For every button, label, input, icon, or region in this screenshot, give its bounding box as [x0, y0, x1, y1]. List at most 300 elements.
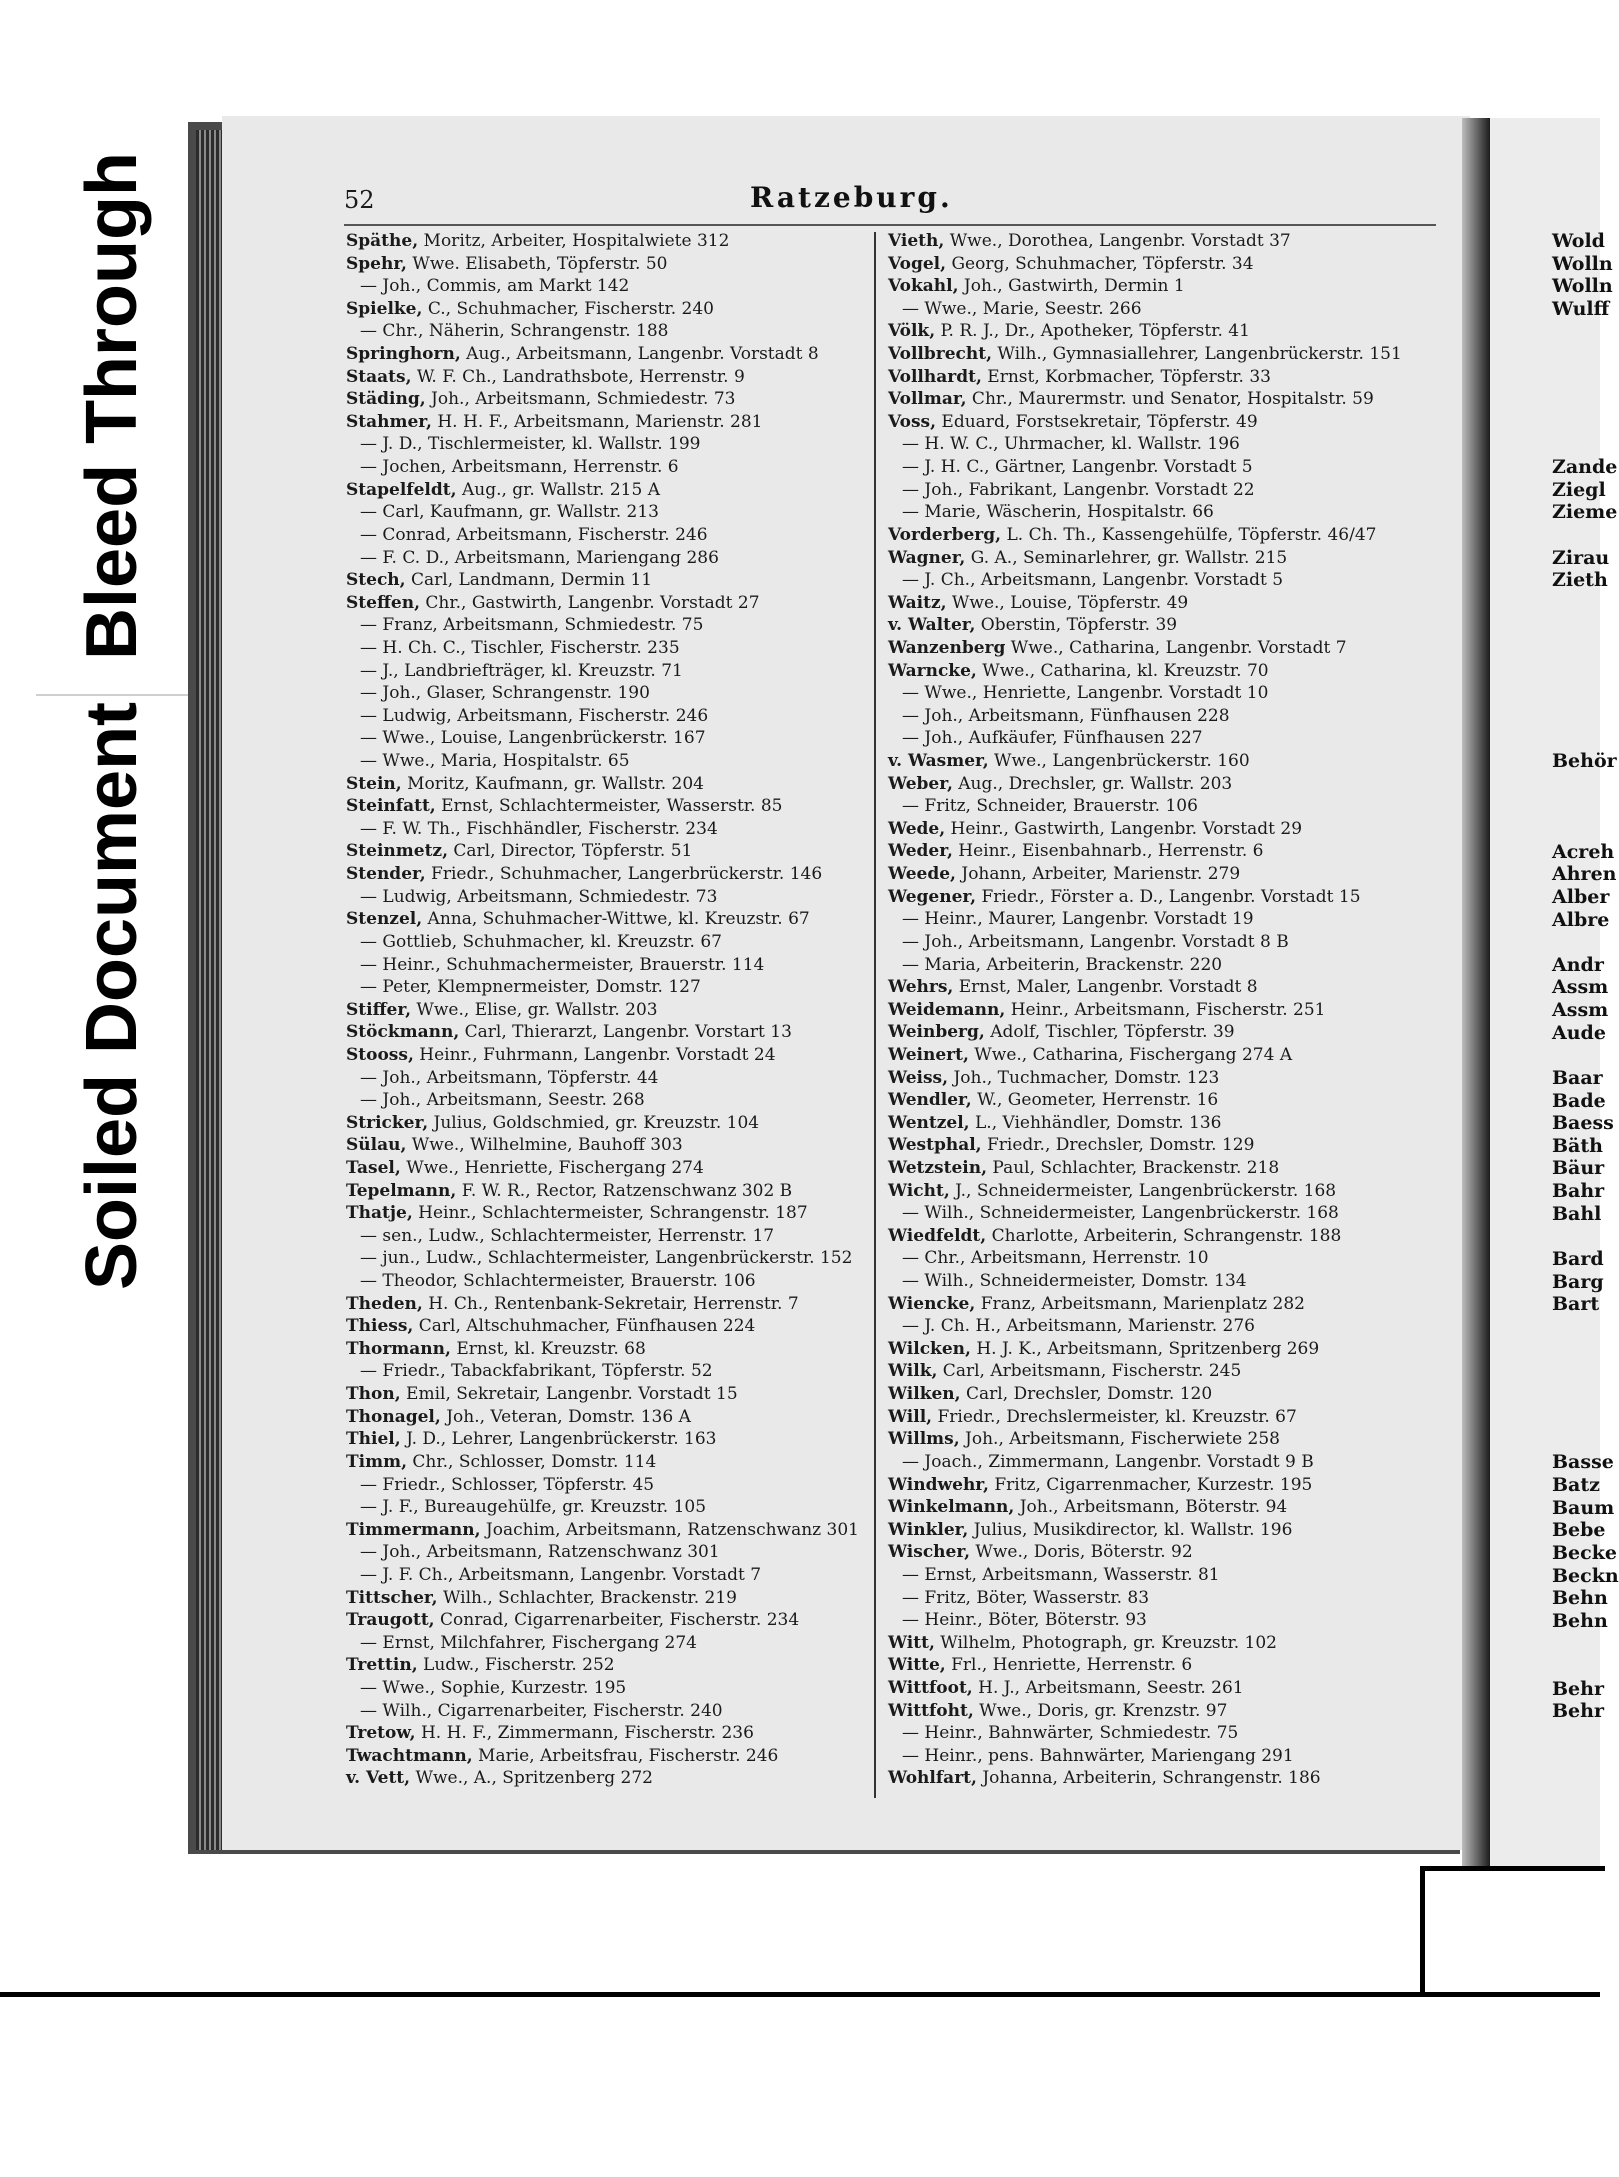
entry-details: Ernst, kl. Kreuzstr. 68: [450, 1338, 646, 1359]
entry-surname: Stapelfeldt,: [346, 479, 457, 500]
directory-entry: [888, 230, 1428, 253]
entry-details: — J. D., Tischlermeister, kl. Wallstr. 199: [360, 434, 701, 455]
entry-surname: Wittfoht,: [888, 1700, 974, 1721]
entry-details: Wwe., Doris, Böterstr. 92: [970, 1542, 1193, 1563]
directory-entry: [888, 840, 1428, 863]
next-page-fragment: Bäth: [1552, 1134, 1603, 1157]
entry-details: — J. F. Ch., Arbeitsmann, Langenbr. Vorstadt 7: [360, 1564, 762, 1585]
directory-entry: [346, 433, 866, 456]
next-page-fragment: Baum: [1552, 1496, 1615, 1519]
entry-details: Paul, Schlachter, Brackenstr. 218: [987, 1157, 1280, 1178]
entry-details: — Wilh., Schneidermeister, Domstr. 134: [902, 1271, 1247, 1292]
column-divider: [874, 232, 876, 1798]
directory-entry: [346, 1134, 866, 1157]
page-edges: [196, 130, 222, 1850]
entry-details: Heinr., Fuhrmann, Langenbr. Vorstadt 24: [413, 1044, 776, 1065]
directory-entry: [346, 230, 866, 253]
directory-entry: [346, 682, 866, 705]
entry-surname: Vogel,: [888, 253, 947, 274]
entry-surname: Wetzstein,: [888, 1157, 988, 1178]
directory-entry: [346, 863, 866, 886]
directory-entry: [888, 818, 1428, 841]
entry-details: Julius, Musikdirector, kl. Wallstr. 196: [968, 1519, 1293, 1540]
entry-details: C., Schuhmacher, Fischerstr. 240: [422, 298, 714, 319]
next-page-fragment: Bahl: [1552, 1202, 1602, 1225]
directory-entry: [346, 501, 866, 524]
directory-entry: [346, 705, 866, 728]
entry-details: — Carl, Kaufmann, gr. Wallstr. 213: [360, 502, 659, 523]
entry-details: W., Geometer, Herrenstr. 16: [971, 1090, 1219, 1111]
entry-surname: Witte,: [888, 1655, 946, 1676]
entry-surname: Weber,: [888, 773, 953, 794]
directory-entry: [346, 1044, 866, 1067]
next-page-fragment: Wolln: [1552, 252, 1613, 275]
next-page-fragment: Behör: [1552, 750, 1617, 773]
entry-details: Wilhelm, Photograph, gr. Kreuzstr. 102: [934, 1632, 1277, 1653]
directory-entry: [346, 1474, 866, 1497]
soiled-document-text: Soiled Document: [72, 701, 152, 1291]
directory-entry: [346, 592, 866, 615]
entry-surname: Stahmer,: [346, 411, 432, 432]
entry-surname: Wegener,: [888, 886, 977, 907]
directory-entry: [346, 1089, 866, 1112]
directory-entry: [346, 773, 866, 796]
entry-details: Wwe., A., Spritzenberg 272: [410, 1768, 653, 1789]
entry-details: Friedr., Schuhmacher, Langerbrückerstr. 146: [425, 864, 823, 885]
entry-surname: Wilk,: [888, 1361, 938, 1382]
directory-entry: [346, 1383, 866, 1406]
directory-entry: [888, 931, 1428, 954]
next-page-fragment: Aude: [1552, 1021, 1606, 1044]
entry-details: — Wilh., Cigarrenarbeiter, Fischerstr. 240: [360, 1700, 723, 1721]
entry-details: Aug., gr. Wallstr. 215 A: [456, 479, 660, 500]
entry-details: — Wwe., Henriette, Langenbr. Vorstadt 10: [902, 683, 1269, 704]
entry-surname: Weede,: [888, 864, 956, 885]
next-page-fragment: Zieth: [1552, 569, 1608, 592]
directory-entry: [888, 1225, 1428, 1248]
entry-details: L., Viehhändler, Domstr. 136: [969, 1112, 1222, 1133]
entry-details: Chr., Gastwirth, Langenbr. Vorstadt 27: [420, 592, 760, 613]
entry-surname: Voss,: [888, 411, 937, 432]
entry-details: Wwe., Langenbrückerstr. 160: [988, 751, 1250, 772]
directory-entry: [888, 1157, 1428, 1180]
entry-details: Ernst, Maler, Langenbr. Vorstadt 8: [953, 977, 1258, 998]
page-number: 52: [344, 186, 375, 214]
directory-entry: [888, 433, 1428, 456]
directory-entry: [346, 660, 866, 683]
entry-details: — Ludwig, Arbeitsmann, Schmiedestr. 73: [360, 886, 718, 907]
entry-surname: Steinmetz,: [346, 841, 448, 862]
entry-details: — Joh., Glaser, Schrangenstr. 190: [360, 683, 650, 704]
entry-surname: Twachtmann,: [346, 1745, 473, 1766]
scan-corner-frame: [1420, 1866, 1605, 1997]
entry-surname: Vieth,: [888, 231, 945, 251]
entry-surname: Steffen,: [346, 592, 420, 613]
entry-details: Wwe., Doris, gr. Krenzstr. 97: [973, 1700, 1228, 1721]
next-page-fragment: Acreh: [1552, 840, 1615, 863]
entry-surname: Thonagel,: [346, 1406, 441, 1427]
directory-entry: [888, 1632, 1428, 1655]
entry-details: H. Ch., Rentenbank-Sekretair, Herrenstr. 7: [422, 1293, 799, 1314]
directory-entry: [888, 1089, 1428, 1112]
entry-surname: Vollmar,: [888, 389, 967, 410]
next-page-fragment: Behn: [1552, 1587, 1608, 1610]
directory-entry: [346, 750, 866, 773]
entry-details: Wilh., Schlachter, Brackenstr. 219: [437, 1587, 737, 1608]
directory-entry: [888, 388, 1428, 411]
entry-details: — Gottlieb, Schuhmacher, kl. Kreuzstr. 67: [360, 931, 722, 952]
entry-details: — Maria, Arbeiterin, Brackenstr. 220: [902, 954, 1223, 975]
entry-surname: Wilcken,: [888, 1338, 971, 1359]
next-page-fragment: Wolln: [1552, 275, 1613, 298]
scan-bottom-bar: [0, 1992, 1600, 1997]
entry-surname: Steinfatt,: [346, 796, 436, 817]
entry-surname: Thiel,: [346, 1429, 401, 1450]
bleed-through-text: Bleed Through: [72, 152, 152, 660]
entry-details: — Fritz, Schneider, Brauerstr. 106: [902, 796, 1198, 817]
entry-details: — F. C. D., Arbeitsmann, Mariengang 286: [360, 547, 719, 568]
directory-entry: [346, 1157, 866, 1180]
entry-details: — Ernst, Milchfahrer, Fischergang 274: [360, 1632, 697, 1653]
directory-entry: [346, 253, 866, 276]
entry-details: — F. W. Th., Fischhändler, Fischerstr. 234: [360, 818, 718, 839]
entry-details: P. R. J., Dr., Apotheker, Töpferstr. 41: [935, 321, 1250, 342]
entry-details: — Joh., Arbeitsmann, Fünfhausen 228: [902, 705, 1230, 726]
entry-details: Friedr., Drechslermeister, kl. Kreuzstr. 67: [932, 1406, 1297, 1427]
entry-details: Oberstin, Töpferstr. 39: [975, 615, 1178, 636]
directory-entry: [346, 1519, 866, 1542]
entry-details: Friedr., Förster a. D., Langenbr. Vorstadt 15: [976, 886, 1361, 907]
entry-details: — Joh., Commis, am Markt 142: [360, 276, 630, 297]
entry-surname: Willms,: [888, 1429, 960, 1450]
entry-details: Chr., Schlosser, Domstr. 114: [407, 1451, 657, 1472]
entry-surname: Wehrs,: [888, 977, 954, 998]
entry-details: Heinr., Gastwirth, Langenbr. Vorstadt 29: [945, 818, 1303, 839]
entry-details: — H. W. C., Uhrmacher, kl. Wallstr. 196: [902, 434, 1240, 455]
entry-surname: Wentzel,: [888, 1112, 970, 1133]
directory-entry: [888, 1474, 1428, 1497]
entry-surname: Will,: [888, 1406, 933, 1427]
directory-entry: [346, 999, 866, 1022]
directory-entry: [888, 886, 1428, 909]
entry-details: Wwe., Elise, gr. Wallstr. 203: [411, 999, 658, 1020]
entry-details: — J. Ch., Arbeitsmann, Langenbr. Vorstadt 5: [902, 570, 1284, 591]
entry-details: Wilh., Gymnasiallehrer, Langenbrückerstr. 151: [992, 344, 1402, 365]
directory-entry: [346, 343, 866, 366]
entry-details: — sen., Ludw., Schlachtermeister, Herrenstr. 17: [360, 1225, 775, 1246]
entry-surname: Wiedfeldt,: [888, 1225, 987, 1246]
directory-entry: [888, 705, 1428, 728]
entry-details: Wwe., Wilhelmine, Bauhoff 303: [406, 1135, 683, 1156]
entry-details: Wwe., Henriette, Fischergang 274: [400, 1157, 704, 1178]
entry-surname: Wagner,: [888, 547, 966, 568]
directory-entry: [888, 366, 1428, 389]
entry-details: Moritz, Kaufmann, gr. Wallstr. 204: [401, 773, 704, 794]
entry-details: — Chr., Arbeitsmann, Herrenstr. 10: [902, 1248, 1209, 1269]
directory-entry: [888, 1202, 1428, 1225]
entry-surname: Warncke,: [888, 660, 977, 681]
directory-entry: [346, 1202, 866, 1225]
directory-entry: [346, 1180, 866, 1203]
directory-entry: [888, 795, 1428, 818]
entry-details: Eduard, Forstsekretair, Töpferstr. 49: [936, 411, 1258, 432]
directory-entry: [346, 1564, 866, 1587]
entry-surname: Weinberg,: [888, 1022, 985, 1043]
directory-entry: [888, 1428, 1428, 1451]
directory-entry: [888, 1270, 1428, 1293]
directory-entry: [346, 569, 866, 592]
entry-details: Emil, Sekretair, Langenbr. Vorstadt 15: [400, 1384, 738, 1405]
directory-entry: [346, 1632, 866, 1655]
directory-entry: [346, 1112, 866, 1135]
entry-details: Carl, Arbeitsmann, Fischerstr. 245: [937, 1361, 1242, 1382]
entry-surname: Vorderberg,: [888, 524, 1002, 545]
directory-entry: [346, 298, 866, 321]
entry-details: F. W. R., Rector, Ratzenschwanz 302 B: [456, 1180, 793, 1201]
directory-entry: [346, 524, 866, 547]
entry-details: Friedr., Drechsler, Domstr. 129: [981, 1135, 1255, 1156]
directory-entry: [888, 1360, 1428, 1383]
directory-entry: [888, 999, 1428, 1022]
next-page-fragment: Beckn: [1552, 1564, 1619, 1587]
entry-details: — Heinr., pens. Bahnwärter, Mariengang 291: [902, 1745, 1294, 1766]
directory-entry: [346, 1021, 866, 1044]
entry-details: — Heinr., Schuhmachermeister, Brauerstr. 114: [360, 954, 765, 975]
next-page-fragment: Batz: [1552, 1474, 1600, 1497]
next-page-fragment: Alber: [1552, 885, 1610, 908]
directory-entry: [888, 1519, 1428, 1542]
directory-entry: [888, 773, 1428, 796]
entry-surname: Weidemann,: [888, 999, 1006, 1020]
next-page-fragment: Bard: [1552, 1247, 1604, 1270]
running-head: Ratzeburg.: [750, 181, 953, 214]
entry-details: Heinr., Eisenbahnarb., Herrenstr. 6: [952, 841, 1264, 862]
next-page-fragment: Barg: [1552, 1270, 1604, 1293]
entry-details: — H. Ch. C., Tischler, Fischerstr. 235: [360, 637, 680, 658]
directory-entry: [888, 682, 1428, 705]
directory-entry: [346, 1338, 866, 1361]
directory-entry: [346, 1496, 866, 1519]
entry-surname: Städing,: [346, 389, 426, 410]
next-page-fragment: Zande: [1552, 456, 1618, 479]
entry-details: Ernst, Schlachtermeister, Wasserstr. 85: [435, 796, 783, 817]
entry-surname: Thon,: [346, 1384, 401, 1405]
next-page-fragment: Ahren: [1552, 863, 1617, 886]
directory-entry: [888, 660, 1428, 683]
directory-entry: [888, 976, 1428, 999]
entry-surname: Tepelmann,: [346, 1180, 457, 1201]
entry-surname: Spielke,: [346, 298, 423, 319]
next-page-fragment: Bahr: [1552, 1180, 1605, 1203]
next-page-fragment: Albre: [1552, 908, 1610, 931]
directory-entry: [888, 908, 1428, 931]
directory-entry: [888, 479, 1428, 502]
entry-details: Heinr., Schlachtermeister, Schrangenstr. 187: [412, 1203, 808, 1224]
entry-details: J. D., Lehrer, Langenbrückerstr. 163: [400, 1429, 717, 1450]
directory-column-left: [346, 230, 866, 1790]
entry-surname: Wanzenberg: [888, 637, 1006, 658]
entry-details: H. J. K., Arbeitsmann, Spritzenberg 269: [970, 1338, 1320, 1359]
entry-details: Aug., Arbeitsmann, Langenbr. Vorstadt 8: [460, 344, 819, 365]
entry-details: Carl, Director, Töpferstr. 51: [448, 841, 693, 862]
entry-surname: Winkler,: [888, 1519, 969, 1540]
entry-surname: Timmermann,: [346, 1519, 481, 1540]
directory-entry: [346, 637, 866, 660]
entry-details: — Fritz, Böter, Wasserstr. 83: [902, 1587, 1150, 1608]
entry-surname: Stech,: [346, 570, 406, 591]
entry-details: Charlotte, Arbeiterin, Schrangenstr. 188: [986, 1225, 1342, 1246]
entry-details: Carl, Thierarzt, Langenbr. Vorstart 13: [459, 1022, 792, 1043]
entry-details: — Joh., Aufkäufer, Fünfhausen 227: [902, 728, 1203, 749]
directory-entry: [346, 1360, 866, 1383]
directory-entry: [888, 1406, 1428, 1429]
entry-details: H. H. F., Zimmermann, Fischerstr. 236: [415, 1723, 754, 1744]
entry-details: H. J., Arbeitsmann, Seestr. 261: [972, 1678, 1244, 1698]
directory-entry: [888, 1677, 1428, 1700]
entry-details: Wwe., Catharina, Fischergang 274 A: [968, 1044, 1293, 1065]
directory-entry: [888, 1338, 1428, 1361]
entry-details: — Marie, Wäscherin, Hospitalstr. 66: [902, 502, 1214, 523]
entry-details: Joh., Arbeitsmann, Fischerwiete 258: [959, 1429, 1280, 1450]
entry-surname: v. Wasmer,: [888, 751, 989, 772]
directory-entry: [346, 1587, 866, 1610]
directory-entry: [888, 1496, 1428, 1519]
entry-details: — Chr., Näherin, Schrangenstr. 188: [360, 321, 669, 342]
entry-details: Georg, Schuhmacher, Töpferstr. 34: [946, 253, 1254, 274]
entry-surname: Wittfoot,: [888, 1678, 973, 1698]
entry-details: H. H. F., Arbeitsmann, Marienstr. 281: [431, 411, 763, 432]
directory-entry: [888, 253, 1428, 276]
directory-entry: [346, 275, 866, 298]
directory-entry: [888, 1315, 1428, 1338]
next-page-fragment: Baess: [1552, 1112, 1614, 1135]
entry-details: Ludw., Fischerstr. 252: [417, 1655, 615, 1676]
entry-surname: Wilken,: [888, 1384, 961, 1405]
entry-surname: Wiencke,: [888, 1293, 976, 1314]
entry-details: Wwe., Catharina, kl. Kreuzstr. 70: [976, 660, 1269, 681]
entry-surname: Thiess,: [346, 1316, 414, 1337]
directory-entry: [346, 954, 866, 977]
directory-entry: [888, 547, 1428, 570]
entry-surname: Sülau,: [346, 1135, 407, 1156]
directory-entry: [346, 727, 866, 750]
directory-entry: [346, 1247, 866, 1270]
entry-surname: Stenzel,: [346, 909, 423, 930]
directory-entry: [346, 479, 866, 502]
entry-details: Joh., Veteran, Domstr. 136 A: [440, 1406, 691, 1427]
entry-details: Chr., Maurermstr. und Senator, Hospitalstr. 59: [966, 389, 1374, 410]
entry-surname: Traugott,: [346, 1610, 435, 1631]
entry-details: Joh., Arbeitsmann, Böterstr. 94: [1014, 1497, 1288, 1518]
soiled-document-label: [36, 694, 190, 1296]
next-page-fragment: Bade: [1552, 1089, 1606, 1112]
directory-entry: [346, 547, 866, 570]
entry-details: Ernst, Korbmacher, Töpferstr. 33: [981, 366, 1271, 387]
entry-details: J., Schneidermeister, Langenbrückerstr. 168: [949, 1180, 1337, 1201]
entry-surname: Winkelmann,: [888, 1497, 1015, 1518]
entry-details: Wwe., Catharina, Langenbr. Vorstadt 7: [1005, 637, 1347, 658]
entry-surname: Stender,: [346, 864, 426, 885]
directory-entry: [346, 1767, 866, 1790]
directory-entry: [346, 366, 866, 389]
directory-entry: [888, 863, 1428, 886]
directory-entry: [346, 1745, 866, 1768]
entry-details: Joachim, Arbeitsmann, Ratzenschwanz 301: [480, 1519, 859, 1540]
entry-details: Joh., Tuchmacher, Domstr. 123: [948, 1067, 1220, 1088]
entry-details: Adolf, Tischler, Töpferstr. 39: [984, 1022, 1235, 1043]
entry-details: — Joh., Arbeitsmann, Langenbr. Vorstadt 8 B: [902, 931, 1289, 952]
entry-details: Franz, Arbeitsmann, Marienplatz 282: [975, 1293, 1305, 1314]
entry-surname: Vollhardt,: [888, 366, 982, 387]
directory-entry: [346, 795, 866, 818]
entry-details: Heinr., Arbeitsmann, Fischerstr. 251: [1005, 999, 1326, 1020]
entry-surname: Staats,: [346, 366, 412, 387]
directory-entry: [888, 1700, 1428, 1723]
directory-entry: [346, 1428, 866, 1451]
entry-surname: Tittscher,: [346, 1587, 438, 1608]
next-page-fragment: Assm: [1552, 999, 1609, 1022]
entry-details: — Theodor, Schlachtermeister, Brauerstr. 106: [360, 1271, 756, 1292]
directory-entry: [346, 1541, 866, 1564]
next-page-fragment: Zieme: [1552, 501, 1618, 524]
directory-entry: [888, 501, 1428, 524]
directory-entry: [346, 1700, 866, 1723]
next-page-fragment: Behn: [1552, 1609, 1608, 1632]
entry-surname: Vokahl,: [888, 276, 959, 297]
directory-entry: [888, 1044, 1428, 1067]
entry-details: — Jochen, Arbeitsmann, Herrenstr. 6: [360, 457, 679, 478]
directory-entry: [888, 1112, 1428, 1135]
entry-details: G. A., Seminarlehrer, gr. Wallstr. 215: [965, 547, 1288, 568]
entry-details: — J. Ch. H., Arbeitsmann, Marienstr. 276: [902, 1316, 1255, 1337]
directory-entry: [888, 524, 1428, 547]
directory-entry: [888, 275, 1428, 298]
entry-surname: v. Walter,: [888, 615, 976, 636]
entry-details: — Franz, Arbeitsmann, Schmiedestr. 75: [360, 615, 704, 636]
entry-surname: Stricker,: [346, 1112, 429, 1133]
directory-entry: [346, 1677, 866, 1700]
directory-entry: [888, 320, 1428, 343]
entry-surname: Weiss,: [888, 1067, 949, 1088]
book-gutter: [1462, 118, 1490, 1868]
entry-surname: Witt,: [888, 1632, 935, 1653]
entry-details: — Friedr., Schlosser, Töpferstr. 45: [360, 1474, 655, 1495]
directory-entry: [888, 592, 1428, 615]
entry-surname: Stein,: [346, 773, 402, 794]
entry-details: Johanna, Arbeiterin, Schrangenstr. 186: [976, 1768, 1321, 1789]
entry-details: — Friedr., Tabackfabrikant, Töpferstr. 52: [360, 1361, 713, 1382]
entry-surname: Springhorn,: [346, 344, 461, 365]
entry-details: — Peter, Klempnermeister, Domstr. 127: [360, 977, 701, 998]
entry-details: Wwe. Elisabeth, Töpferstr. 50: [406, 253, 668, 274]
entry-details: — Joh., Arbeitsmann, Seestr. 268: [360, 1090, 645, 1111]
entry-surname: Trettin,: [346, 1655, 418, 1676]
next-page-fragment: Bart: [1552, 1293, 1600, 1316]
directory-entry: [888, 1293, 1428, 1316]
entry-surname: Waitz,: [888, 592, 947, 613]
directory-entry: [888, 1767, 1428, 1790]
bleed-through-label: [36, 128, 190, 684]
entry-surname: Tasel,: [346, 1157, 401, 1178]
entry-details: W. F. Ch., Landrathsbote, Herrenstr. 9: [411, 366, 745, 387]
entry-details: — Wwe., Marie, Seestr. 266: [902, 298, 1142, 319]
directory-entry: [888, 614, 1428, 637]
entry-details: Anna, Schuhmacher-Wittwe, kl. Kreuzstr. 67: [422, 909, 810, 930]
entry-surname: v. Vett,: [346, 1768, 411, 1789]
entry-surname: Stooss,: [346, 1044, 414, 1065]
entry-details: — J., Landbriefträger, kl. Kreuzstr. 71: [360, 660, 683, 681]
entry-details: Carl, Drechsler, Domstr. 120: [960, 1384, 1213, 1405]
